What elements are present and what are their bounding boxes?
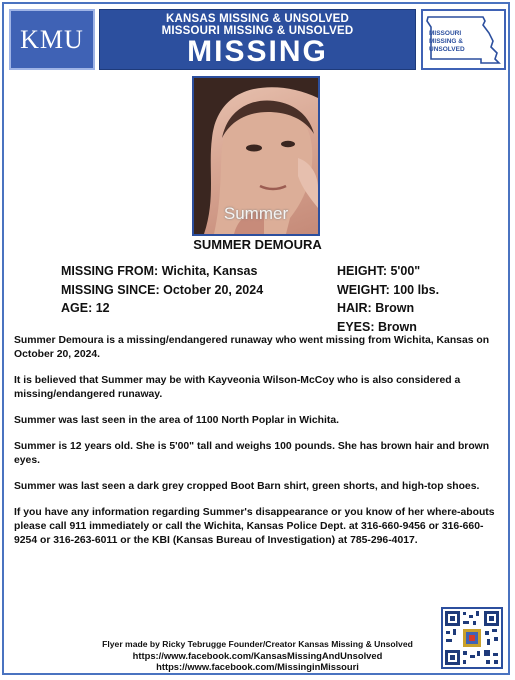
banner-title: MISSING (187, 35, 328, 68)
flyer-footer (0, 639, 515, 672)
facts-right (337, 262, 439, 336)
paragraph-last-seen-area: Summer was last seen in the area of 1100 North Poplar in Wichita. (14, 415, 340, 426)
missouri-logo-text: MISSOURI MISSING & UNSOLVED (429, 30, 465, 53)
qr-code[interactable] (441, 607, 503, 669)
weight: WEIGHT: 100 lbs. (337, 282, 440, 297)
paragraph-clothing: Summer was last seen a dark grey cropped Boot Barn shirt, green shorts, and high-top shoes. (14, 481, 480, 492)
flyer-body (14, 334, 498, 560)
age: AGE: 12 (61, 301, 110, 315)
qr-code-icon (443, 609, 501, 667)
footer-link-kansas[interactable]: https://www.facebook.com/KansasMissingAndUnsolved (132, 650, 383, 661)
footer-credit: Flyer made by Ricky Tebrugge Founder/Creator Kansas Missing & Unsolved (102, 639, 413, 649)
paragraph-summary: Summer Demoura is a missing/endangered runaway who went missing from Wichita, Kansas on October 20, 2024. (14, 335, 490, 360)
person-name: SUMMER DEMOURA (193, 237, 322, 252)
missing-from: MISSING FROM: Wichita, Kansas (61, 264, 258, 278)
eyes: EYES: Brown (337, 319, 417, 334)
footer-link-missouri[interactable]: https://www.facebook.com/MissinginMissouri (156, 661, 359, 672)
hair: HAIR: Brown (337, 301, 415, 315)
kmu-logo-text: KMU (20, 24, 84, 54)
paragraph-contact: If you have any information regarding Summer's disappearance or you know of her where-abouts please call 911 immediately or call the Wichita, Kansas Police Dept. at 316-660-9456 or 316-660-9254 or 316-263-6011 or the KBI (Kansas Bureau of Investigation) at 785-296-4017. (14, 507, 495, 546)
height: HEIGHT: 5'00" (337, 264, 421, 278)
missing-since: MISSING SINCE: October 20, 2024 (61, 282, 264, 297)
flyer-header (0, 0, 515, 74)
missouri-logo (421, 9, 506, 70)
paragraph-description: Summer is 12 years old. She is 5'00" tall and weighs 100 pounds. She has brown hair and brown eyes. (14, 441, 490, 466)
missing-person-photo (192, 76, 320, 236)
paragraph-companion: It is believed that Summer may be with Kayveonia Wilson-McCoy who is also considered a missing/endangered runaway. (14, 375, 461, 400)
banner-line-missouri: MISSOURI MISSING & UNSOLVED (161, 25, 354, 37)
banner-line-kansas: KANSAS MISSING & UNSOLVED (165, 13, 350, 25)
photo-caption: Summer (223, 204, 289, 223)
missing-banner (99, 9, 416, 70)
kmu-logo (9, 9, 95, 70)
facts-left (61, 262, 263, 318)
